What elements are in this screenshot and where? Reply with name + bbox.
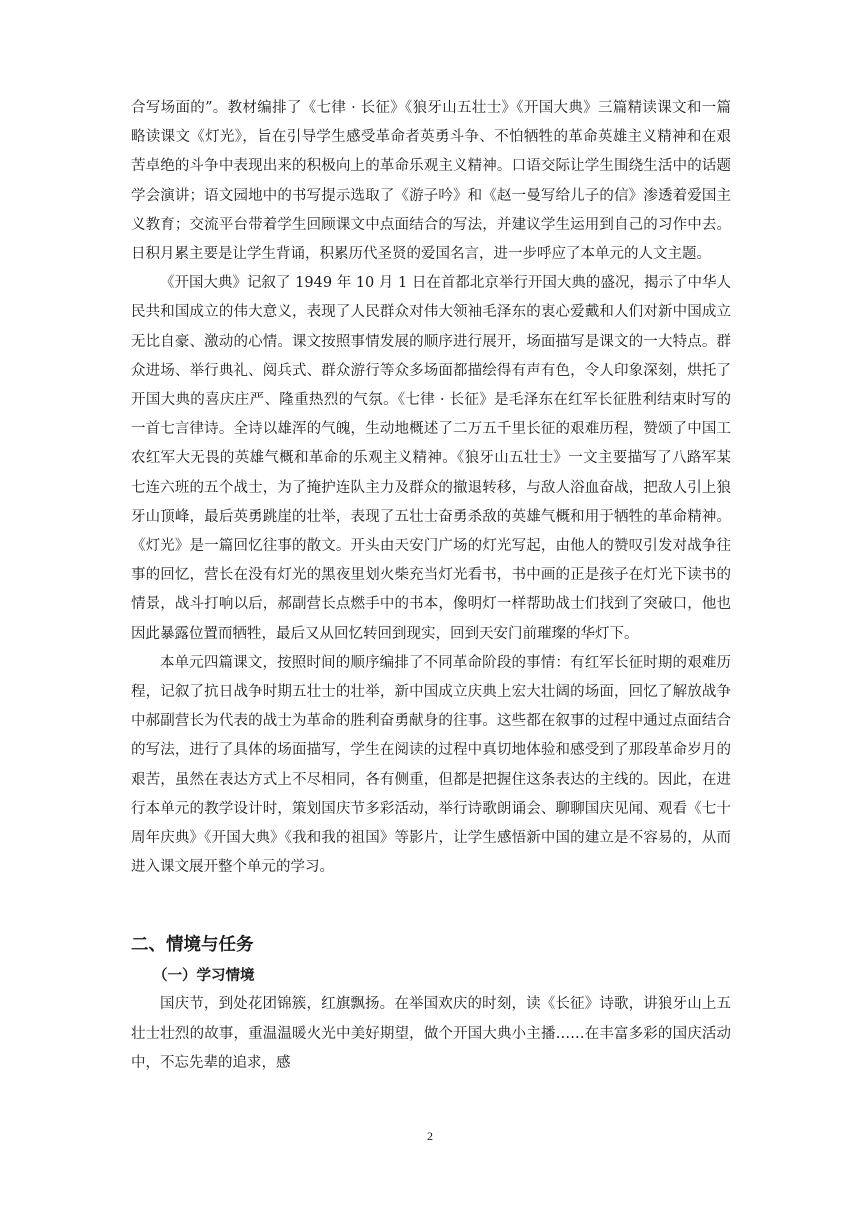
page-number: 2 [427, 1129, 433, 1143]
paragraph-learning-situation: 国庆节，到处花团锦簇，红旗飘扬。在举国欢庆的时刻，读《长征》诗歌，讲狼牙山上五壮士壮烈的故事，重温温暖火光中美好期望，做个开国大典小主播……在丰富多彩的国庆活动中，不忘先辈的追求，感 [131, 996, 731, 1071]
paragraph-lesson-summaries: 《开国大典》记叙了 1949 年 10 月 1 日在首都北京举行开国大典的盛况，揭示了中华人民共和国成立的伟大意义，表现了人民群众对伟大领袖毛泽东的衷心爱戴和人们对新中国成立无比自豪、激动的心情。课文按照事情发展的顺序进行展开，场面描写是课文的一大特点。群众进场、举行典礼、阅兵式、群众游行等众多场面都描绘得有声有色，令人印象深刻，烘托了开国大典的喜庆庄严、隆重热烈的气氛。《七律 · 长征》是毛泽东在红军长征胜利结束时写的一首七言律诗。全诗以雄浑的气魄，生动地概述了二万五千里长征的艰难历程，赞颂了中国工农红军大无畏的英雄气概和革命的乐观主义精神。《狼牙山五壮士》一文主要描写了八路军某七连六班的五个战士，为了掩护连队主力及群众的撤退转移，与敌人浴血奋战，把敌人引上狼牙山顶峰，最后英勇跳崖的壮举，表现了五壮士奋勇杀敌的英雄气概和用于牺牲的革命精神。《灯光》是一篇回忆往事的散文。开头由天安门广场的灯光写起，由他人的赞叹引发对战争往事的回忆，营长在没有灯光的黑夜里划火柴充当灯光看书，书中画的正是孩子在灯光下读书的情景，战斗打响以后，郝副营长点燃手中的书本，像明灯一样帮助战士们找到了突破口，他也因此暴露位置而牺牲，最后又从回忆转回到现实，回到天安门前璀璨的华灯下。 [131, 275, 731, 642]
paragraph-unit-overview: 合写场面的”。教材编排了《七律 · 长征》《狼牙山五壮士》《开国大典》三篇精读课文和一篇略读课文《灯光》，旨在引导学生感受革命者英勇斗争、不怕牺牲的革命英雄主义精神和在艰苦卓绝的斗争中表现出来的积极向上的革命乐观主义精神。口语交际让学生围绕生活中的话题学会演讲；语文园地中的书写提示选取了《游子吟》和《赵一曼写给儿子的信》渗透着爱国主义教育；交流平台带着学生回顾课文中点面结合的写法，并建议学生运用到自己的习作中去。日积月累主要是让学生背诵，积累历代圣贤的爱国名言，进一步呼应了本单元的人文主题。 [131, 100, 731, 263]
subsection-heading: （一）学习情境 [153, 968, 255, 985]
section-heading: 二、情境与任务 [131, 935, 254, 956]
paragraph-unit-arrangement: 本单元四篇课文，按照时间的顺序编排了不同革命阶段的事情：有红军长征时期的艰难历程，记叙了抗日战争时期五壮士的壮举，新中国成立庆典上宏大壮阔的场面，回忆了解放战争中郝副营长为代表的战士为革命的胜利奋勇献身的往事。这些都在叙事的过程中通过点面结合的写法，进行了具体的场面描写，学生在阅读的过程中真切地体验和感受到了那段革命岁月的艰苦，虽然在表达方式上不尽相同，各有侧重，但都是把握住这条表达的主线的。因此，在进行本单元的教学设计时，策划国庆节多彩活动，举行诗歌朗诵会、聊聊国庆见闻、观看《七十周年庆典》《开国大典》《我和我的祖国》等影片，让学生感悟新中国的建立是不容易的，从而进入课文展开整个单元的学习。 [131, 654, 731, 876]
page-content [131, 94, 731, 1078]
